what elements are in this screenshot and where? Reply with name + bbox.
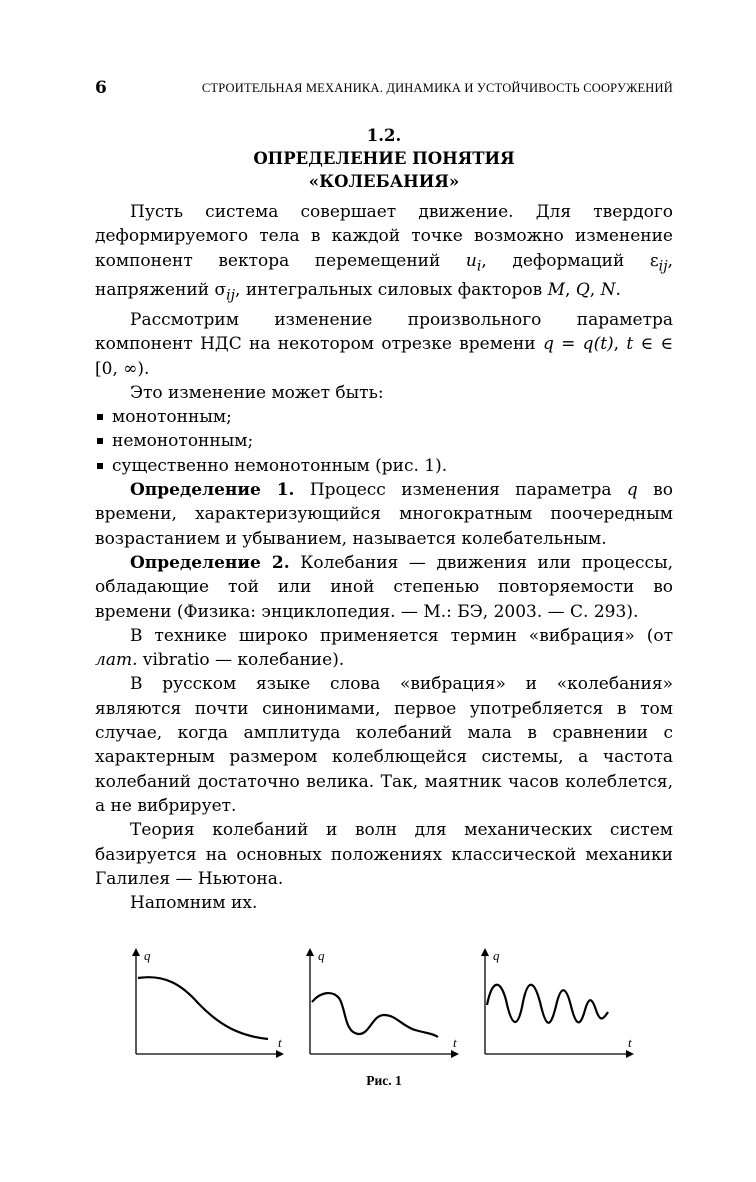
curve-monotonic (138, 977, 268, 1039)
math-N: N (600, 280, 616, 301)
list-item-text: существенно немонотонным (рис. 1). (112, 455, 448, 476)
bullet-icon (97, 463, 103, 469)
text-run: во времени, характеризующийся многократным поочередным возрастанием и убыванием, называется колебательным. (95, 480, 673, 549)
math-formula: q = q(t) (542, 334, 614, 355)
bullet-list (95, 405, 673, 478)
math-M: M (547, 280, 565, 301)
text-run: , интегральных силовых факторов (235, 280, 548, 301)
graph-monotonic (136, 948, 282, 1054)
paragraph-vibration (95, 624, 673, 673)
y-axis-label: q (318, 948, 325, 963)
x-axis-label: t (453, 1035, 457, 1050)
figure-1 (120, 940, 640, 1070)
y-axis-label: q (493, 948, 500, 963)
paragraph-theory: Теория колебаний и волн для механических систем базируется на основных положениях классической механики Галилея — Ньютона. (95, 820, 673, 889)
math-t: t (626, 334, 634, 355)
math-epsilon: ε (649, 250, 659, 271)
math-q: q (626, 480, 638, 501)
section-number: 1.2. (366, 126, 402, 145)
list-item (95, 405, 673, 429)
text-run: , (565, 280, 576, 301)
figure-graphs (120, 940, 640, 1070)
section-title-line1: ОПРЕДЕЛЕНИЕ ПОНЯТИЯ (253, 149, 515, 168)
definition-1 (95, 478, 673, 551)
section-title-line2: «КОЛЕБАНИЯ» (308, 172, 460, 191)
definition-2 (95, 551, 673, 624)
text-run: , напряжений (95, 250, 673, 301)
list-item (95, 454, 673, 478)
paragraph-change: Это изменение может быть: (130, 382, 384, 403)
paragraph-synonyms: В русском языке слова «вибрация» и «колебания» являются почти синонимами, первое употребляется в том случае, когда амплитуда колебаний мала в сравнении с характерным размером колеблющейся системы, а частота колебаний достаточно велика. Так, маятник часов колеблется, а не вибрирует. (95, 674, 673, 816)
text-run: , деформаций (481, 250, 650, 271)
curve-oscillating (487, 985, 608, 1023)
bullet-icon (97, 438, 103, 444)
bullet-icon (97, 414, 103, 420)
paragraph-intro (95, 200, 673, 308)
math-sub: ij (226, 287, 236, 304)
text-run: . (615, 280, 621, 301)
curve-non-monotonic (312, 993, 438, 1037)
math-u: u (465, 250, 477, 271)
list-item (95, 429, 673, 453)
math-sub: i (476, 257, 482, 274)
graph-non-monotonic (310, 948, 457, 1054)
section-title (95, 124, 673, 193)
x-axis-label: t (278, 1035, 282, 1050)
text-run: , (613, 334, 627, 355)
figure-caption: Рис. 1 (366, 1073, 402, 1088)
text-run: В технике широко применяется термин «вибрация» (от (130, 625, 673, 646)
text-run: Пусть система совершает движение. Для твердого деформируемого тела в каждой точке возможно изменение компонент вектора перемещений (95, 202, 673, 271)
text-run: , (589, 280, 601, 301)
text-run: Колебания — движения или процессы, обладающие той или иной степенью повторяемости во времени (Физика: энциклопедия. — М.: БЭ, 2003. — С. 293). (95, 552, 674, 622)
running-title: СТРОИТЕЛЬНАЯ МЕХАНИКА. ДИНАМИКА И УСТОЙЧИВОСТЬ СООРУЖЕНИЙ (201, 81, 673, 95)
paragraph-recall: Напомним их. (130, 893, 258, 914)
math-sub: ij (658, 257, 668, 274)
list-item-text: монотонным; (112, 407, 232, 428)
latin-abbrev: лат. (95, 650, 138, 671)
page-header (95, 78, 673, 100)
math-Q: Q (575, 280, 590, 301)
body-text (95, 200, 673, 915)
y-axis-label: q (144, 948, 151, 963)
definition-label: Определение 2. (130, 552, 290, 573)
paragraph-parameter (95, 308, 673, 381)
math-sigma: σ (214, 280, 227, 301)
graph-oscillating (485, 948, 632, 1054)
list-item-text: немонотонным; (112, 431, 254, 452)
definition-label: Определение 1. (130, 480, 295, 501)
text-run: vibratio — колебание). (137, 650, 345, 671)
text-run: ∈ ∈ [0, ∞). (95, 334, 674, 379)
x-axis-label: t (628, 1035, 632, 1050)
page-number: 6 (95, 78, 107, 98)
text-run: Процесс изменения параметра (294, 480, 627, 501)
text-run: Рассмотрим изменение произвольного параметра компонент НДС на некотором отрезке времени (95, 309, 673, 355)
